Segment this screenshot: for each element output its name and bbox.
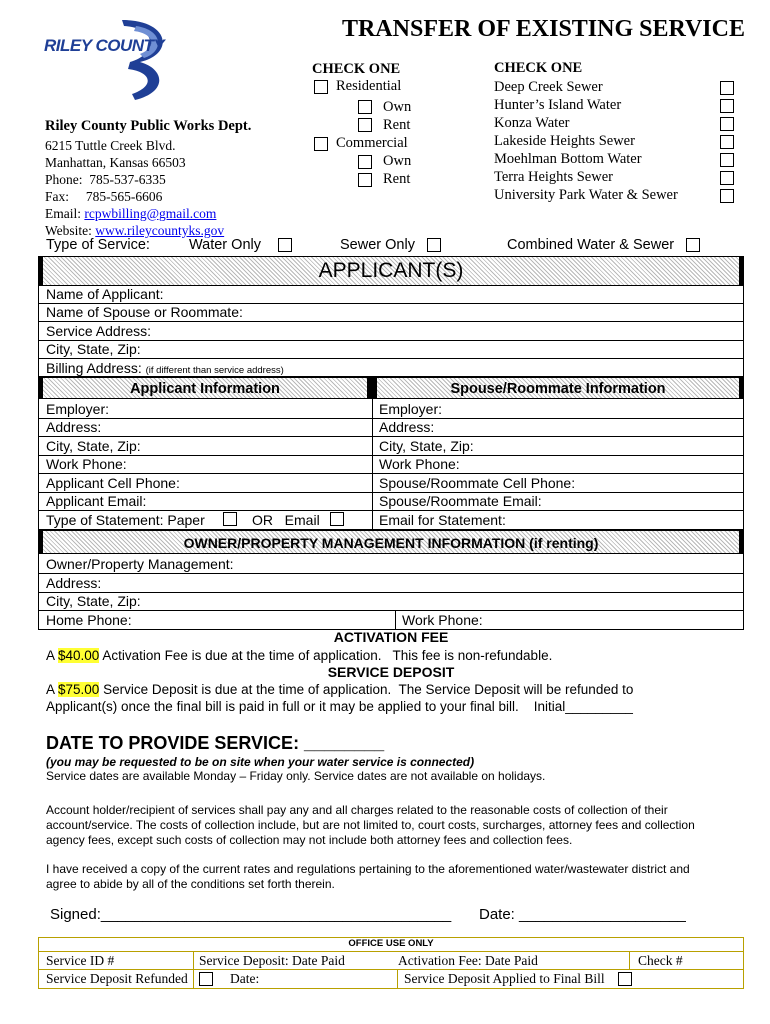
collection-line: Account holder/recipient of services shall pay any and all charges related to the reasonable costs of collection of their [46,803,668,817]
activation-heading: ACTIVATION FEE [333,629,449,645]
combined-label: Combined Water & Sewer [507,237,675,253]
rent-checkbox-2[interactable] [358,173,372,187]
district-item: Hunter’s Island Water [494,97,622,113]
owner-work-phone[interactable]: Work Phone: [402,612,483,628]
deposit-date-paid[interactable]: Service Deposit: Date Paid [199,953,345,968]
deposit-post: Service Deposit is due at the time of application. The Service Deposit will be refunded to [99,682,634,697]
spouse-city[interactable]: City, State, Zip: [379,438,474,454]
own-label-1: Own [383,99,412,115]
spouse-info-heading: Spouse/Roommate Information [450,381,666,397]
deposit-amount: $75.00 [58,682,100,697]
owner-management[interactable]: Owner/Property Management: [46,556,234,572]
agreement-line: agree to abide by all of the conditions set forth therein. [46,877,335,891]
own-checkbox-2[interactable] [358,155,372,169]
website-label: Website: [45,223,96,238]
department-address2: Manhattan, Kansas 66503 [45,155,186,170]
spouse-cell-phone[interactable]: Spouse/Roommate Cell Phone: [379,475,576,491]
agreement-paragraph [46,862,690,892]
date-service-availability: Service dates are available Monday – Friday only. Service dates are not available on holidays. [46,769,546,783]
district-list [494,78,678,204]
rent-label-1: Rent [383,117,411,133]
district-checkbox[interactable] [720,81,734,95]
billing-address-label: Billing Address: [46,360,142,376]
department-block [45,118,251,239]
logo [40,14,180,104]
website-link[interactable]: www.rileycountyks.gov [95,223,225,238]
collection-paragraph [46,803,695,848]
date-field[interactable]: Date: ____________________ [479,906,686,923]
service-type-label: Type of Service: [46,237,150,253]
department-phone: Phone: 785-537-6335 [45,172,166,187]
collection-line: account/service. The costs of collection include, but are not limited to, court costs, surcharges, attorney fees and collection [46,818,695,832]
combined-checkbox[interactable] [686,238,700,252]
department-fax: Fax: 785-565-6606 [45,189,163,204]
spouse-work-phone[interactable]: Work Phone: [379,456,460,472]
deposit-applied-label: Service Deposit Applied to Final Bill [404,971,605,986]
spouse-email[interactable]: Spouse/Roommate Email: [379,493,542,509]
own-label-2: Own [383,153,412,169]
spouse-employer[interactable]: Employer: [379,401,443,417]
activation-amount: $40.00 [58,648,100,663]
r-swoosh-logo-icon [40,14,180,104]
rent-label-2: Rent [383,171,411,187]
activation-post: Activation Fee is due at the time of application. This fee is non-refundable. [99,648,553,663]
date-service-heading: DATE TO PROVIDE SERVICE [46,733,294,753]
district-item: Lakeside Heights Sewer [494,133,635,149]
date-service-note: (you may be requested to be on site when your water service is connected) [46,755,475,769]
spouse-address[interactable]: Address: [379,419,435,435]
rent-checkbox-1[interactable] [358,118,372,132]
department-email-row [45,205,251,222]
applicant-city[interactable]: City, State, Zip: [46,438,141,454]
date-service-blank: : ________ [293,733,385,753]
applicants-heading: APPLICANT(S) [318,259,464,282]
owner-address[interactable]: Address: [46,575,102,591]
email-statement-checkbox[interactable] [330,512,344,526]
applicant-email[interactable]: Applicant Email: [46,493,147,509]
date-service-row[interactable] [46,732,384,754]
deposit-line2[interactable]: Applicant(s) once the final bill is paid in full or it may be applied to your final bill. Initial_________ [46,699,633,714]
deposit-refunded-label: Service Deposit Refunded [46,971,188,986]
district-checkbox[interactable] [720,99,734,113]
applicant-info-heading: Applicant Information [130,381,280,397]
water-only-label: Water Only [189,237,261,253]
sewer-only-label: Sewer Only [340,237,415,253]
deposit-applied-checkbox[interactable] [618,972,632,986]
activation-text [46,647,552,665]
district-checkbox[interactable] [720,153,734,167]
page-title: TRANSFER OF EXISTING SERVICE [341,16,745,42]
own-checkbox-1[interactable] [358,100,372,114]
city-state-zip[interactable]: City, State, Zip: [46,341,141,357]
check-number[interactable]: Check # [638,953,683,968]
sewer-only-checkbox[interactable] [427,238,441,252]
activation-pre: A [46,648,59,663]
district-checkbox[interactable] [720,117,734,131]
paper-statement-checkbox[interactable] [223,512,237,526]
name-of-spouse[interactable]: Name of Spouse or Roommate: [46,304,243,320]
check-one-heading-2: CHECK ONE [494,60,583,76]
service-id-field[interactable]: Service ID # [46,953,115,968]
district-item: Konza Water [494,115,570,131]
check-one-column-1 [312,60,400,79]
logo-text: RILEY COUNTY [44,36,165,55]
district-item: Deep Creek Sewer [494,79,603,95]
applicant-cell-phone[interactable]: Applicant Cell Phone: [46,475,180,491]
district-item: University Park Water & Sewer [494,187,678,203]
name-of-applicant[interactable]: Name of Applicant: [46,286,164,302]
department-name: Riley County Public Works Dept. [45,118,252,134]
agreement-line: I have received a copy of the current rates and regulations pertaining to the aforementioned water/wastewater district and [46,862,690,876]
district-checkbox[interactable] [720,135,734,149]
commercial-label: Commercial [336,135,408,151]
deposit-pre: A [46,682,59,697]
billing-address-note: (if different than service address) [145,365,284,376]
district-checkbox[interactable] [720,189,734,203]
district-item: Terra Heights Sewer [494,169,613,185]
office-use-heading: OFFICE USE ONLY [348,938,434,949]
applicant-work-phone[interactable]: Work Phone: [46,456,127,472]
deposit-heading: SERVICE DEPOSIT [327,664,455,680]
applicant-employer[interactable]: Employer: [46,401,110,417]
check-one-heading-1: CHECK ONE [312,61,401,77]
email-label: Email: [45,206,85,221]
owner-heading: OWNER/PROPERTY MANAGEMENT INFORMATION (if renting) [183,535,599,551]
signed-field[interactable]: Signed:__________________________________________ [50,906,452,923]
residential-label: Residential [336,78,402,94]
email-for-statement[interactable]: Email for Statement: [379,512,506,528]
or-email-label: OR Email [252,512,320,528]
collection-line: agency fees, except such costs of collection may not include both attorney fees and collection fees. [46,833,573,847]
deposit-text [46,681,633,699]
applicant-address[interactable]: Address: [46,419,102,435]
owner-city[interactable]: City, State, Zip: [46,593,141,609]
owner-home-phone[interactable]: Home Phone: [46,612,132,628]
activation-date-paid[interactable]: Activation Fee: Date Paid [398,953,538,968]
deposit-refunded-checkbox[interactable] [199,972,213,986]
service-address[interactable]: Service Address: [46,323,152,339]
statement-type-label: Type of Statement: Paper [46,512,205,528]
department-address1: 6215 Tuttle Creek Blvd. [45,138,176,153]
commercial-checkbox[interactable] [314,137,328,151]
residential-checkbox[interactable] [314,80,328,94]
district-checkbox[interactable] [720,171,734,185]
district-item: Moehlman Bottom Water [494,151,642,167]
water-only-checkbox[interactable] [278,238,292,252]
email-link[interactable]: rcpwbilling@gmail.com [84,206,217,221]
refund-date-field[interactable]: Date: [230,971,260,986]
